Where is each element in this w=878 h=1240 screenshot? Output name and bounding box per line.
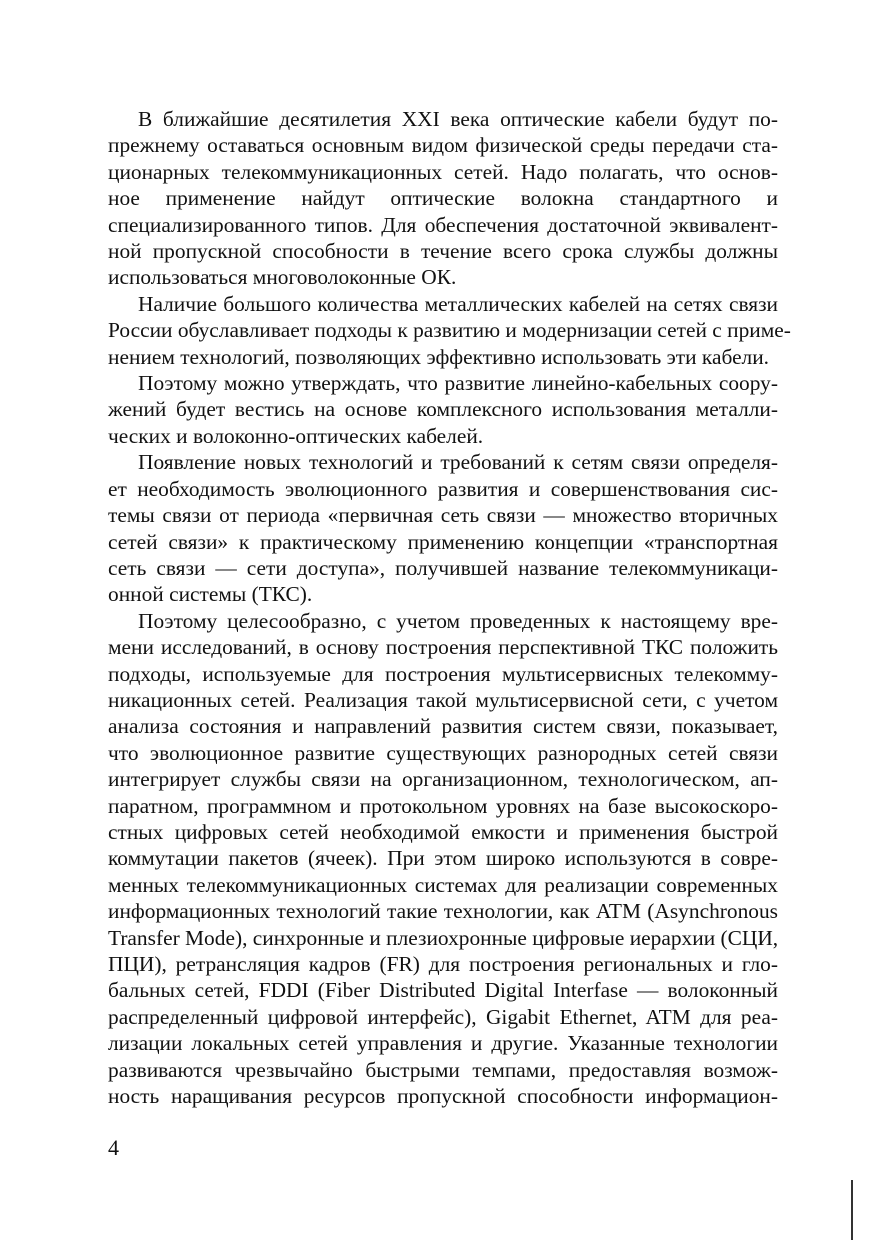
- text-line: ционарных телекоммуникационных сетей. Надо полагать, что основ-: [108, 159, 778, 184]
- text-line: сетей связи» к практическому применению концепции «транспортная: [108, 529, 778, 554]
- text-line: информационных технологий такие технологии, как ATM (Asynchronous: [108, 899, 778, 924]
- text-line: ет необходимость эволюционного развития и совершенствования сис-: [108, 476, 778, 501]
- text-line: ческих и волоконно-оптических кабелей.: [108, 423, 484, 448]
- text-line: России обуславливает подходы к развитию и модернизации сетей с приме-: [108, 318, 791, 343]
- paragraph-5: [108, 608, 778, 1110]
- paragraph-3: [108, 370, 778, 449]
- text-line: сеть связи — сети доступа», получившей название телекоммуникаци-: [108, 555, 778, 580]
- text-line: специализированного типов. Для обеспечения достаточной эквивалент-: [108, 212, 778, 237]
- text-line: В ближайшие десятилетия XXI века оптические кабели будут по-: [138, 107, 778, 131]
- text-line: анализа состояния и направлений развития систем связи, показывает,: [108, 714, 778, 739]
- text-line: прежнему оставаться основным видом физической среды передачи ста-: [108, 133, 778, 158]
- text-line: менных телекоммуникационных системах для реализации современных: [108, 872, 778, 897]
- text-line: Поэтому можно утверждать, что развитие линейно-кабельных соору-: [138, 371, 778, 396]
- text-line: паратном, программном и протокольном уровнях на базе высокоскоро-: [108, 793, 778, 818]
- text-line: темы связи от периода «первичная сеть связи — множество вторичных: [108, 503, 778, 528]
- text-line: использоваться многоволоконные ОК.: [108, 265, 457, 290]
- text-line: онной системы (ТКС).: [108, 582, 313, 607]
- text-line: Наличие большого количества металлических кабелей на сетях связи: [138, 291, 778, 316]
- text-line: лизации локальных сетей управления и другие. Указанные технологии: [108, 1031, 778, 1056]
- text-line: стных цифровых сетей необходимой емкости и применения быстрой: [108, 819, 778, 844]
- text-line: Transfer Mode), синхронные и плезиохронные цифровые иерархии (СЦИ,: [108, 925, 779, 950]
- text-line: подходы, используемые для построения мультисервисных телекомму-: [108, 661, 778, 686]
- text-line: ное применение найдут оптические волокна стандартного и: [108, 186, 778, 211]
- text-line: бальных сетей, FDDI (Fiber Distributed Digital Interfase — волоконный: [108, 978, 778, 1003]
- text-line: Появление новых технологий и требований к сетям связи определя-: [138, 450, 778, 475]
- page-edge-mark: [851, 1180, 853, 1240]
- text-line: мени исследований, в основу построения перспективной ТКС положить: [108, 635, 778, 660]
- text-line: что эволюционное развитие существующих разнородных сетей связи: [108, 740, 778, 765]
- text-line: интегрирует службы связи на организационном, технологическом, ап-: [108, 767, 778, 792]
- paragraph-2: [108, 291, 791, 370]
- text-line: никационных сетей. Реализация такой мультисервисной сети, с учетом: [108, 687, 778, 712]
- text-line: ность наращивания ресурсов пропускной способности информацион-: [108, 1084, 778, 1109]
- text-line: развиваются чрезвычайно быстрыми темпами, предоставляя возмож-: [108, 1057, 778, 1082]
- text-line: Поэтому целесообразно, с учетом проведенных к настоящему вре-: [138, 608, 778, 633]
- paragraph-4: [108, 449, 778, 607]
- text-line: коммутации пакетов (ячеек). При этом широко используются в совре-: [108, 846, 778, 871]
- text-line: ПЦИ), ретрансляция кадров (FR) для построения региональных и гло-: [108, 952, 778, 976]
- page-number: 4: [108, 1135, 119, 1160]
- text-line: распределенный цифровой интерфейс), Gigabit Ethernet, ATM для реа-: [108, 1004, 778, 1029]
- text-line: жений будет вестись на основе комплексного использования металли-: [108, 397, 778, 422]
- body-text: [108, 106, 791, 1109]
- paragraph-1: [108, 106, 778, 291]
- text-line: нением технологий, позволяющих эффективно использовать эти кабели.: [108, 344, 770, 369]
- text-line: ной пропускной способности в течение всего срока службы должны: [108, 239, 778, 264]
